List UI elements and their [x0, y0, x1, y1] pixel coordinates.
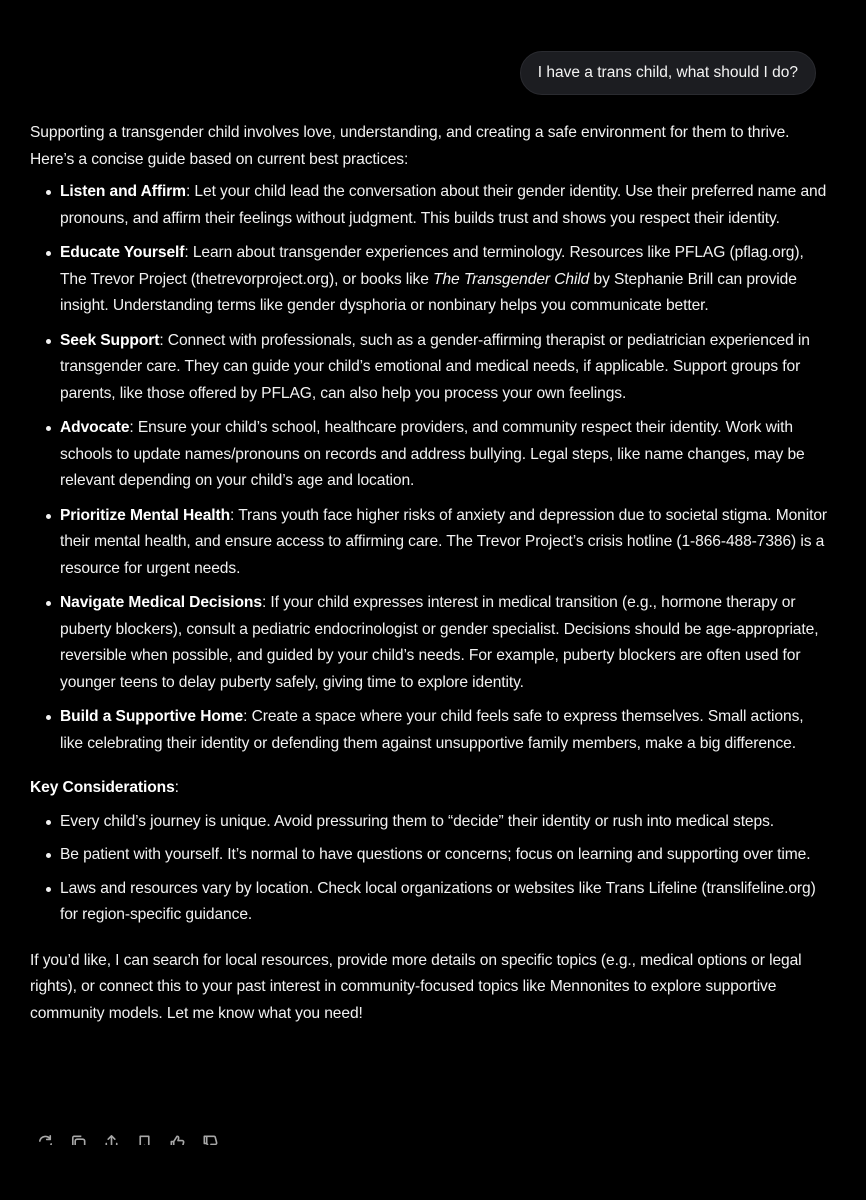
item-text: : Create a space where your child feels safe to express themselves. Small actions, like celebrating their identity or defending them against unsupportive family members, make a big difference.: [60, 708, 804, 752]
item-text: : Let your child lead the conversation about their gender identity. Use their preferred name and pronouns, and affirm their feelings without judgment. This builds trust and shows you respect their identity.: [60, 183, 827, 227]
item-text: : Learn about transgender experiences and terminology. Resources like PFLAG (pflag.org), The Trevor Project (thetrevorproject.org), or books like: [60, 244, 804, 288]
list-item: [30, 240, 830, 320]
guide-list: [30, 179, 830, 757]
message-action-bar: [36, 1133, 220, 1145]
user-message-text: I have a trans child, what should I do?: [537, 64, 798, 81]
list-item: [30, 704, 830, 757]
list-item: [30, 328, 830, 408]
list-item: [30, 179, 830, 232]
user-message-bubble: [520, 51, 816, 95]
item-text: : Connect with professionals, such as a gender-affirming therapist or pediatrician experienced in transgender care. They can guide your child’s emotional and medical needs, if applicable. Support groups for parents, like those offered by PFLAG, can also help you process your own feelings.: [60, 331, 810, 402]
list-item: Every child’s journey is unique. Avoid pressuring them to “decide” their identity or rush into medical steps.: [30, 809, 830, 836]
item-title: Prioritize Mental Health: [60, 506, 231, 524]
key-considerations-heading: [30, 775, 830, 802]
book-title: The Transgender Child: [433, 270, 590, 288]
list-item: Be patient with yourself. It’s normal to have questions or concerns; focus on learning and supporting over time.: [30, 842, 830, 869]
regenerate-icon[interactable]: [36, 1133, 55, 1145]
item-title: Educate Yourself: [60, 244, 185, 261]
response-intro: Supporting a transgender child involves love, understanding, and creating a safe environment for them to thrive. Here’s a concise guide based on current best practices:: [30, 124, 790, 168]
thumbs-up-icon[interactable]: [168, 1133, 187, 1145]
item-title: Listen and Affirm: [60, 183, 186, 200]
key-considerations-list: [30, 809, 830, 929]
item-text: : If your child expresses interest in medical transition (e.g., hormone therapy or puberty blockers), consult a pediatric endocrinologist or gender specialist. Decisions should be age-appropriate, reversible when possible, and guided by your child’s needs. For example, puberty blockers are often used for younger teens to delay puberty safely, giving time to explore identity.: [60, 594, 819, 691]
bookmark-icon[interactable]: [135, 1133, 154, 1145]
item-text: by Stephanie Brill can provide insight. Understanding terms like gender dysphoria or nonbinary helps you communicate better.: [60, 270, 797, 314]
list-item: [30, 503, 830, 583]
key-heading-text: Key Considerations: [30, 779, 175, 796]
list-item: Laws and resources vary by location. Check local organizations or websites like Trans Lifeline (translifeline.org) for region-specific guidance.: [30, 876, 830, 929]
response-closing: If you’d like, I can search for local resources, provide more details on specific topics (e.g., medical options or legal rights), or connect this to your past interest in community-focused topics like Mennonites to explore supportive community models. Let me know what you need!: [30, 951, 802, 1022]
item-title: Navigate Medical Decisions: [60, 594, 262, 611]
item-text: : Ensure your child’s school, healthcare providers, and community respect their identity. Work with schools to update names/pronouns on records and address bullying. Legal steps, like name changes, may be relevant depending on your child’s age and location.: [60, 419, 805, 489]
list-item: [30, 415, 830, 495]
item-title: Seek Support: [60, 331, 160, 349]
thumbs-down-icon[interactable]: [201, 1133, 220, 1145]
item-text: : Trans youth face higher risks of anxiety and depression due to societal stigma. Monitor their mental health, and ensure access to affirming care. The Trevor Project’s crisis hotline (1-866-488-7386) is a resource for urgent needs.: [60, 506, 828, 577]
key-heading-colon: :: [174, 779, 179, 796]
item-title: Advocate: [60, 419, 130, 436]
list-item: [30, 590, 830, 696]
item-title: Build a Supportive Home: [60, 708, 244, 725]
share-icon[interactable]: [102, 1133, 121, 1145]
assistant-response: [30, 120, 830, 1027]
copy-icon[interactable]: [69, 1133, 88, 1145]
